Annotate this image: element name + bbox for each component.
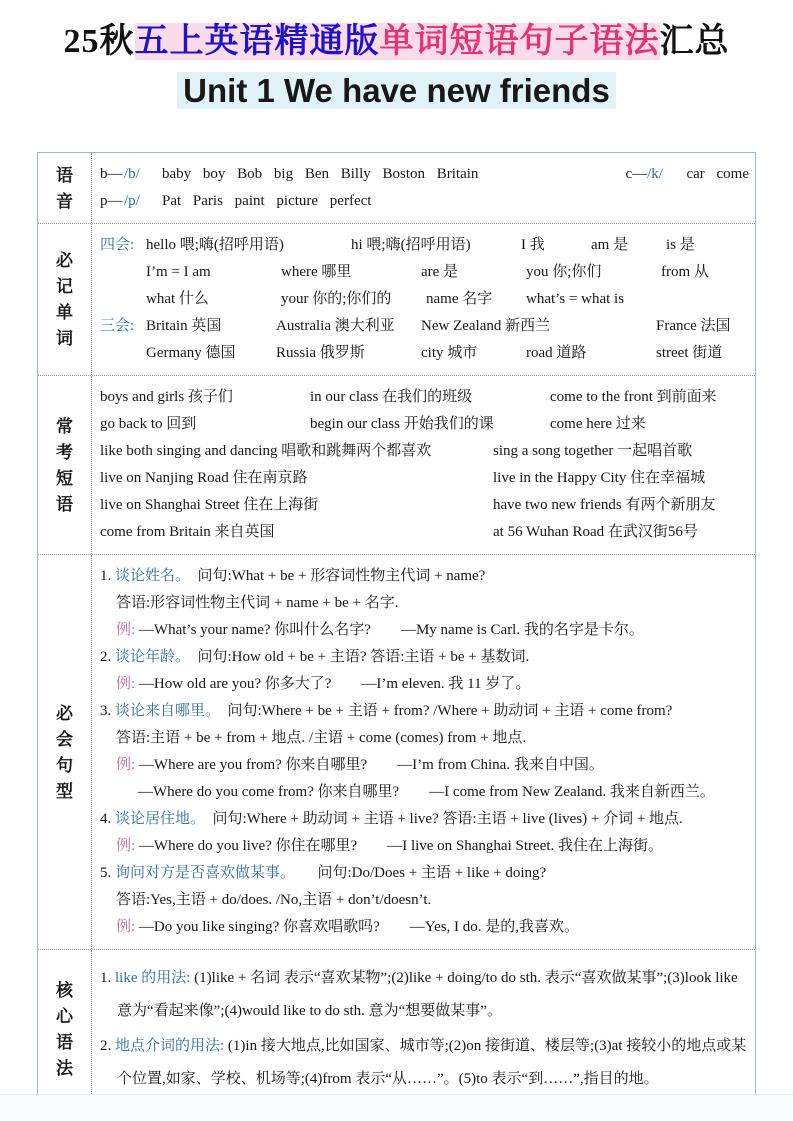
text-segment: have two new friends 有两个新朋友 — [493, 497, 716, 513]
text-line — [100, 161, 749, 188]
text-segment: am 是 — [591, 237, 629, 253]
text-segment: 答语:形容词性物主代词 + name + be + 名字. — [116, 595, 399, 611]
header-char: 语 — [56, 1032, 73, 1052]
header-char: 心 — [56, 1006, 73, 1026]
text-segment: Australia 澳大利亚 — [276, 318, 395, 334]
header-char: 考 — [56, 442, 73, 462]
text-segment: —Do you like singing? 你喜欢唱歌吗? —Yes, I do. 是的,我喜欢。 — [135, 919, 580, 935]
unit-title — [0, 71, 793, 111]
text-line — [100, 563, 749, 590]
header-char: 词 — [56, 329, 73, 348]
text-line — [100, 438, 749, 465]
text-line — [100, 232, 749, 259]
header-char: 法 — [56, 1058, 73, 1078]
text-line — [100, 519, 749, 546]
text-segment: 答语:主语 + be + from + 地点. /主语 + come (comes) from + 地点. — [116, 730, 527, 746]
text-line — [100, 887, 749, 914]
section-body-sentences — [92, 555, 755, 949]
unit-title-text: Unit 1 We have new friends — [177, 72, 616, 109]
text-segment: at 56 Wuhan Road 在武汉街56号 — [493, 524, 698, 540]
text-segment: are 是 — [421, 264, 459, 280]
text-segment: come to the front 到前面来 — [550, 389, 717, 405]
keyword-text: 询问对方是否喜欢做某事。 — [115, 865, 288, 881]
section-sentences — [38, 555, 755, 950]
text-segment: New Zealand 新西兰 — [421, 318, 551, 334]
text-segment: Pat Paris paint picture perfect — [162, 193, 372, 209]
text-segment: street 街道 — [656, 345, 723, 361]
text-line — [100, 833, 749, 860]
keyword-text: like 的用法: — [115, 970, 191, 986]
text-segment: 3. — [100, 703, 115, 719]
summary-table — [37, 152, 756, 1109]
text-segment: live on Nanjing Road 住在南京路 — [100, 470, 308, 486]
section-header-phonics — [38, 153, 92, 223]
header-char: 句 — [56, 755, 73, 775]
text-segment: Germany 德国 — [146, 345, 236, 361]
text-line — [100, 188, 749, 215]
header-char: 常 — [56, 416, 73, 436]
text-segment: 4. — [100, 811, 115, 827]
header-char: 短 — [56, 468, 73, 488]
text-segment: like both singing and dancing 唱歌和跳舞两个都喜欢 — [100, 443, 432, 459]
header-char: 必 — [56, 703, 73, 723]
text-segment: your 你的;你们的 — [281, 291, 392, 307]
text-segment: you 你;你们 — [526, 264, 602, 280]
page-bottom-gutter — [0, 1094, 793, 1121]
title-prefix: 25秋 — [63, 23, 135, 60]
example-label: 例: — [116, 622, 136, 638]
header-char: 核 — [56, 980, 73, 1000]
section-header-grammar — [38, 950, 92, 1108]
text-line — [100, 465, 749, 492]
text-segment: boys and girls 孩子们 — [100, 389, 233, 405]
keyword-text: /b/ — [124, 166, 140, 182]
text-segment: city 城市 — [421, 345, 478, 361]
keyword-text: 谈论来自哪里。 — [115, 703, 213, 719]
section-phrases — [38, 376, 755, 555]
text-segment: p— — [100, 193, 123, 209]
text-segment: Britain 英国 — [146, 318, 222, 334]
text-line — [100, 411, 749, 438]
text-segment: b— — [100, 166, 123, 182]
header-char: 语 — [56, 165, 73, 185]
example-label: 例: — [116, 838, 136, 854]
text-segment: hi 喂;嗨(招呼用语) — [351, 237, 471, 253]
section-body-words — [92, 224, 755, 375]
text-segment: 1. — [100, 970, 115, 986]
title-edition: 五上英语精通版 — [134, 23, 380, 60]
text-segment: car come — [662, 166, 749, 182]
section-body-phrases — [92, 376, 755, 554]
text-segment: 答语:Yes,主语 + do/does. /No,主语 + don’t/doesn’t. — [116, 892, 432, 908]
text-line — [100, 286, 749, 313]
text-segment: 5. — [100, 865, 115, 881]
text-segment: 问句:How old + be + 主语? 答语:主语 + be + 基数词. — [182, 649, 530, 665]
page-title — [0, 22, 793, 62]
text-segment: (1)like + 名词 表示“喜欢某物”;(2)like + doing/to do sth. 表示“喜欢做某事”;(3)look like 意为“看起来像”;(4)would like to do sth. 意为“想要做某事”。 — [117, 970, 742, 1019]
text-line — [100, 779, 749, 806]
text-segment: —How old are you? 你多大了? —I’m eleven. 我 11 岁了。 — [135, 676, 531, 692]
text-segment: I’m = I am — [146, 264, 211, 280]
text-line — [100, 617, 749, 644]
text-segment: baby boy Bob big Ben Billy Boston Britain — [162, 166, 479, 182]
text-segment: France 法国 — [656, 318, 731, 334]
text-segment: sing a song together 一起唱首歌 — [493, 443, 693, 459]
title-suffix: 汇总 — [659, 23, 730, 60]
title-topics: 单词短语句子语法 — [379, 23, 660, 60]
text-segment: —Where are you from? 你来自哪里? —I’m from China. 我来自中国。 — [135, 757, 604, 773]
section-header-phrases — [38, 376, 92, 554]
header-char: 语 — [56, 494, 73, 514]
keyword-text: 地点介词的用法: — [115, 1038, 225, 1054]
section-phonics — [38, 153, 755, 224]
text-segment: what’s = what is — [526, 291, 625, 307]
text-line — [100, 259, 749, 286]
section-header-sentences — [38, 555, 92, 949]
text-segment: 2. — [100, 649, 115, 665]
text-segment: I 我 — [521, 237, 545, 253]
text-line — [100, 860, 749, 887]
text-segment: —Where do you live? 你住在哪里? —I live on Shanghai Street. 我住在上海街。 — [135, 838, 664, 854]
text-segment: live on Shanghai Street 住在上海街 — [100, 497, 319, 513]
keyword-text: 谈论姓名。 — [115, 568, 183, 584]
keyword-text: 谈论居住地。 — [115, 811, 198, 827]
text-segment: 2. — [100, 1038, 115, 1054]
header-char: 单 — [56, 303, 73, 322]
header-char: 音 — [56, 191, 73, 211]
text-segment: —Where do you come from? 你来自哪里? —I come from New Zealand. 我来自新西兰。 — [138, 784, 715, 800]
text-segment: is 是 — [666, 237, 695, 253]
text-line — [100, 671, 749, 698]
text-line — [100, 962, 749, 1028]
text-line — [100, 384, 749, 411]
text-segment: Russia 俄罗斯 — [276, 345, 365, 361]
text-segment: (1)in 接大地点,比如国家、城市等;(2)on 接街道、楼层等;(3)at 接较小的地点或某个位置,如家、学校、机场等;(4)from 表示“从……”。(5)to 表示“到……”,指目的地。 — [117, 1038, 747, 1087]
text-line — [100, 752, 749, 779]
text-segment: c— — [625, 166, 648, 182]
keyword-text: /k/ — [647, 166, 663, 182]
text-line — [100, 492, 749, 519]
section-header-words — [38, 224, 92, 375]
text-segment: come here 过来 — [550, 416, 646, 432]
text-line — [100, 1030, 749, 1096]
header-char: 记 — [56, 277, 73, 296]
header-char: 型 — [56, 781, 73, 801]
text-line — [100, 698, 749, 725]
text-segment: 1. — [100, 568, 115, 584]
text-segment: begin our class 开始我们的课 — [310, 416, 494, 432]
header-char: 必 — [56, 251, 73, 270]
text-segment: —What’s your name? 你叫什么名字? —My name is Carl. 我的名字是卡尔。 — [135, 622, 644, 638]
text-line — [100, 644, 749, 671]
example-label: 例: — [116, 676, 136, 692]
text-line — [100, 914, 749, 941]
keyword-text: 四会: — [100, 237, 135, 253]
keyword-text: 三会: — [100, 318, 135, 334]
text-segment: what 什么 — [146, 291, 209, 307]
page-header — [0, 0, 793, 111]
text-segment: road 道路 — [526, 345, 587, 361]
text-segment: come from Britain 来自英国 — [100, 524, 275, 540]
keyword-text: /p/ — [124, 193, 140, 209]
text-segment: live in the Happy City 住在幸福城 — [493, 470, 706, 486]
section-grammar — [38, 950, 755, 1108]
text-segment: go back to 回到 — [100, 416, 197, 432]
text-line — [100, 806, 749, 833]
text-segment: where 哪里 — [281, 264, 352, 280]
text-segment: hello 喂;嗨(招呼用语) — [146, 237, 284, 253]
keyword-text: 谈论年龄。 — [115, 649, 183, 665]
text-line — [100, 313, 749, 340]
section-body-grammar — [92, 950, 755, 1108]
text-segment: name 名字 — [426, 291, 493, 307]
example-label: 例: — [116, 919, 136, 935]
text-segment: 问句:What + be + 形容词性物主代词 + name? — [182, 568, 486, 584]
text-line — [100, 725, 749, 752]
section-words — [38, 224, 755, 376]
example-label: 例: — [116, 757, 136, 773]
text-line — [100, 340, 749, 367]
section-body-phonics — [92, 153, 755, 223]
text-segment: 问句:Where + be + 主语 + from? /Where + 助动词 + 主语 + come from? — [212, 703, 673, 719]
text-segment: 问句:Do/Does + 主语 + like + doing? — [287, 865, 547, 881]
header-char: 会 — [56, 729, 73, 749]
text-segment: in our class 在我们的班级 — [310, 389, 473, 405]
text-segment: 问句:Where + 助动词 + 主语 + live? 答语:主语 + live (lives) + 介词 + 地点. — [197, 811, 683, 827]
text-segment: from 从 — [661, 264, 709, 280]
text-line — [100, 590, 749, 617]
